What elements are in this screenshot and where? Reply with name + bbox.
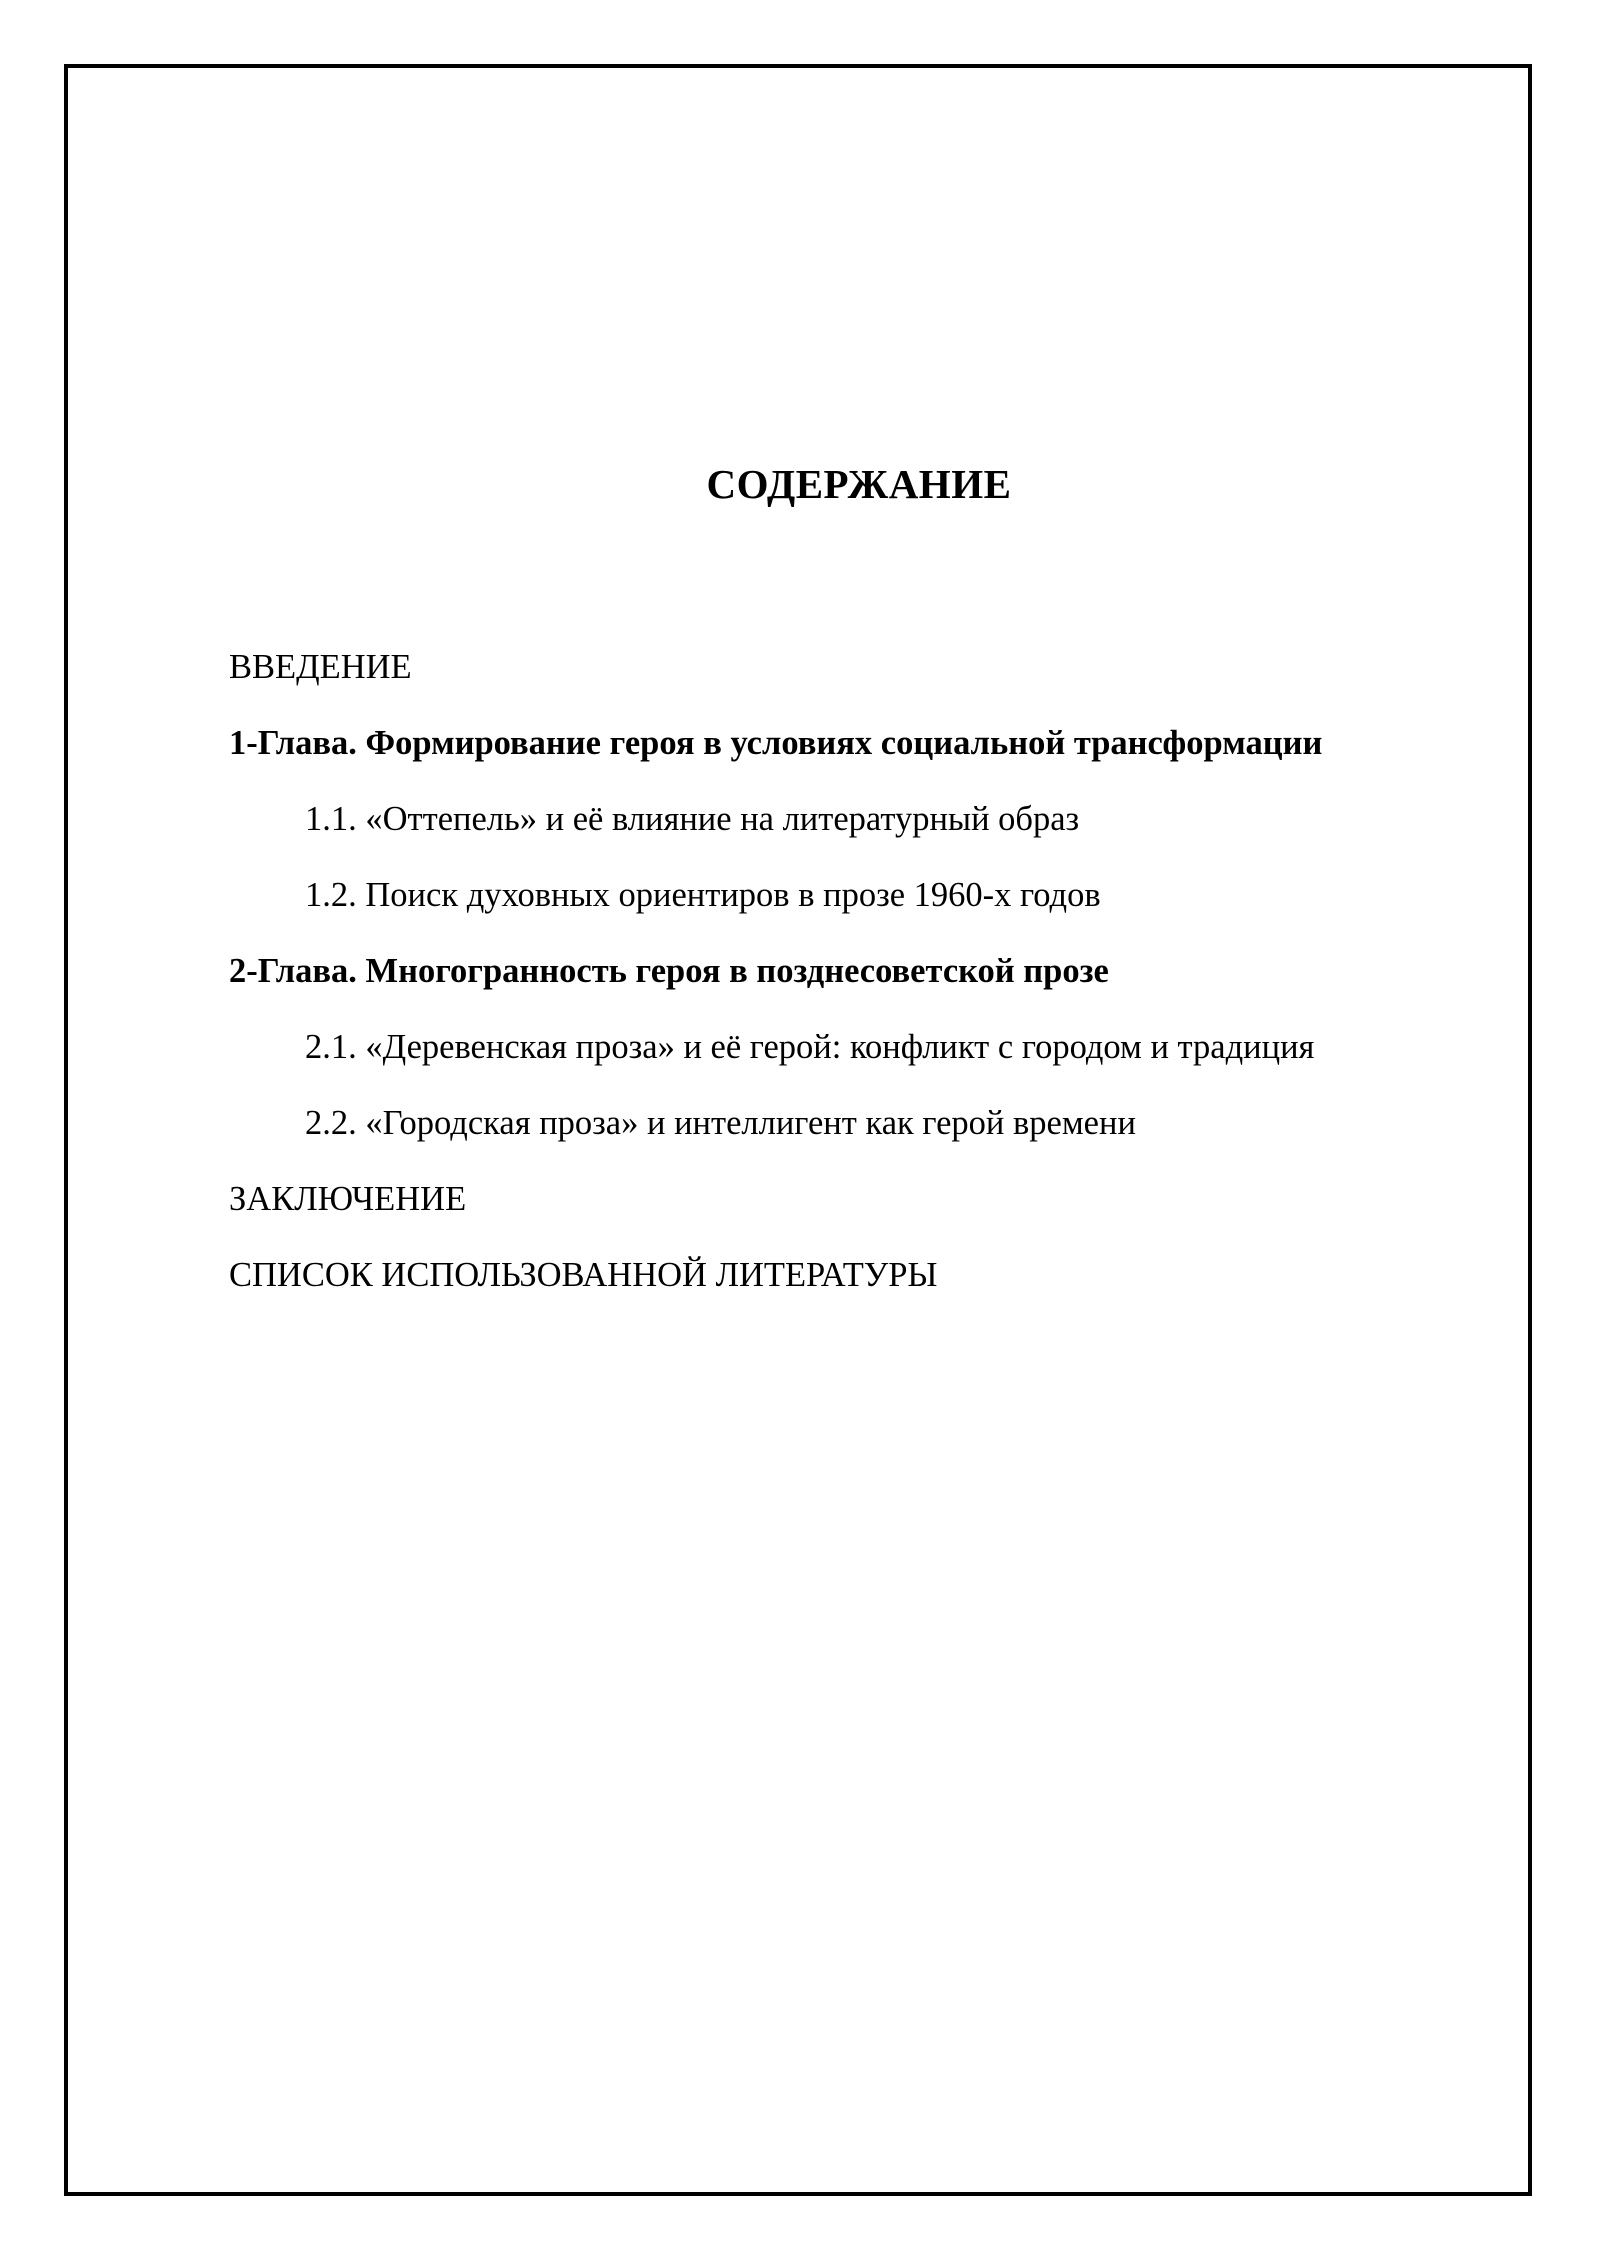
toc-entry-section-2-2: 2.2. «Городская проза» и интеллигент как герой времени — [305, 1104, 1136, 1142]
toc-title: СОДЕРЖАНИЕ — [706, 461, 1012, 507]
toc-entry-bibliography: СПИСОК ИСПОЛЬЗОВАННОЙ ЛИТЕРАТУРЫ — [229, 1256, 938, 1294]
toc-entry-section-1-1: 1.1. «Оттепель» и её влияние на литературный образ — [305, 800, 1080, 838]
toc-entry-chapter-1: 1-Глава. Формирование героя в условиях социальной трансформации — [229, 724, 1323, 762]
toc-entry-introduction: ВВЕДЕНИЕ — [229, 648, 412, 686]
table-of-contents — [229, 646, 1322, 1330]
toc-entry-section-1-2: 1.2. Поиск духовных ориентиров в прозе 1960-х годов — [305, 876, 1101, 914]
toc-entry-chapter-2: 2-Глава. Многогранность героя в позднесоветской прозе — [229, 952, 1109, 990]
toc-entry-section-2-1: 2.1. «Деревенская проза» и её герой: конфликт с городом и традиция — [305, 1028, 1315, 1066]
toc-entry-conclusion: ЗАКЛЮЧЕНИЕ — [229, 1180, 467, 1218]
